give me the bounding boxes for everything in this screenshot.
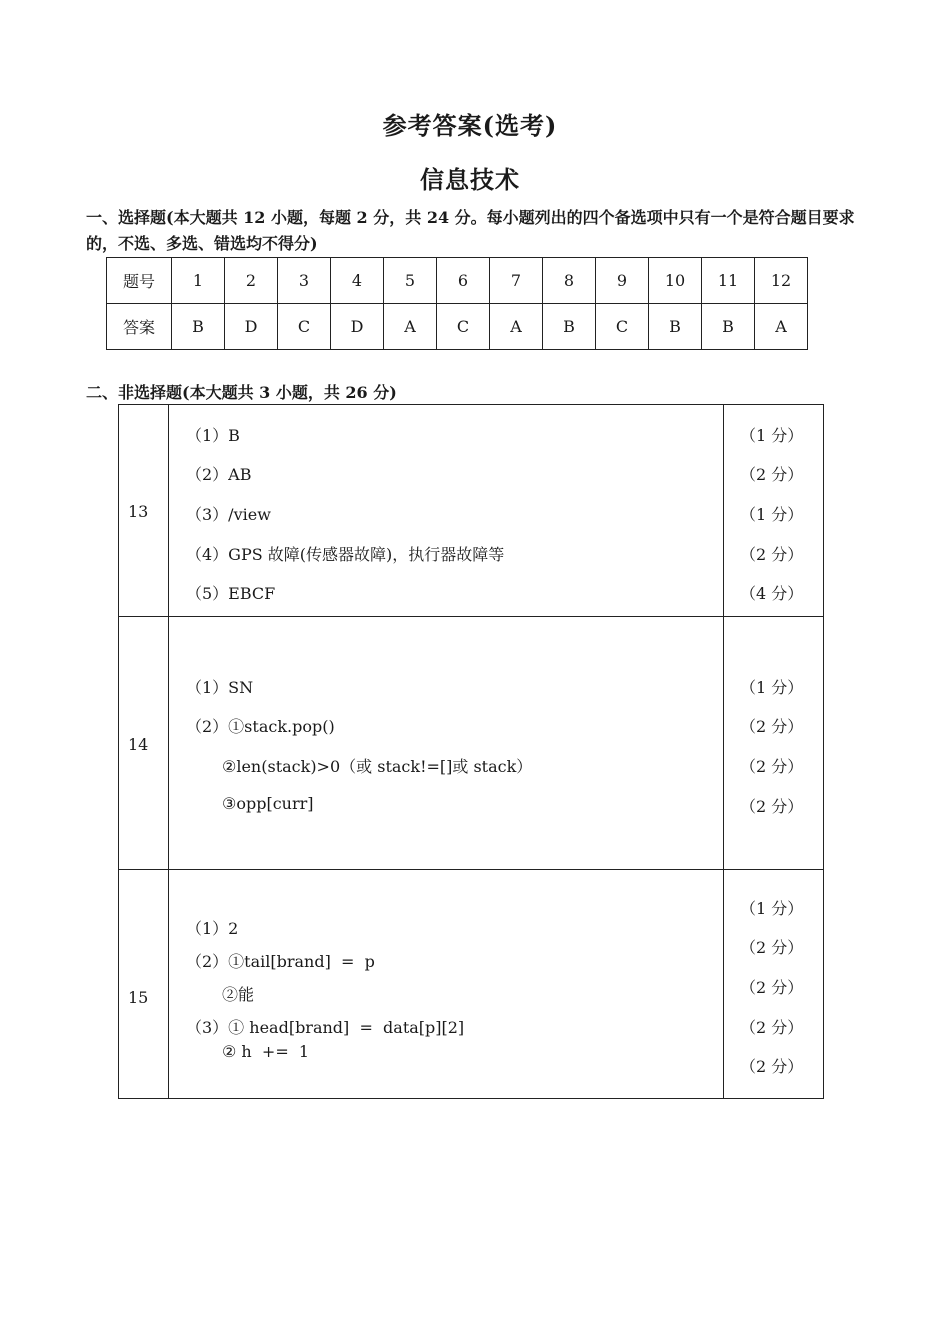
question-number: 5 — [384, 258, 437, 304]
answer-line: （1）SN — [186, 678, 254, 697]
answer-line: （1）B — [186, 426, 240, 445]
answer-cell: B — [543, 304, 596, 350]
answer-line: （3）/view — [186, 505, 271, 524]
question-number-13: 13 — [128, 502, 149, 521]
points-label: （2 分） — [740, 465, 804, 484]
row-label-q: 题号 — [107, 258, 172, 304]
question-number-14: 14 — [128, 735, 149, 754]
answer-line: ② h += 1 — [222, 1042, 310, 1061]
answer-cell: D — [225, 304, 278, 350]
question-number: 7 — [490, 258, 543, 304]
answer-cell: C — [596, 304, 649, 350]
points-label: （2 分） — [740, 1018, 804, 1037]
answer-line: （2）①tail[brand] = p — [186, 952, 375, 971]
points-label: （1 分） — [740, 678, 804, 697]
points-label: （1 分） — [740, 426, 804, 445]
question-number-15: 15 — [128, 988, 149, 1007]
question-number: 3 — [278, 258, 331, 304]
answer-line: （1）2 — [186, 919, 239, 938]
question-number-row — [107, 258, 808, 304]
grid-divider — [723, 404, 724, 1099]
points-label: （2 分） — [740, 717, 804, 736]
points-label: （2 分） — [740, 1057, 804, 1076]
question-number: 2 — [225, 258, 278, 304]
points-label: （4 分） — [740, 584, 804, 603]
row-label-a: 答案 — [107, 304, 172, 350]
answer-cell: A — [384, 304, 437, 350]
points-label: （1 分） — [740, 505, 804, 524]
points-label: （2 分） — [740, 757, 804, 776]
answer-cell: B — [172, 304, 225, 350]
answer-cell: C — [437, 304, 490, 350]
answer-line: （2）AB — [186, 465, 252, 484]
points-label: （2 分） — [740, 938, 804, 957]
answer-line: ②能 — [222, 985, 255, 1004]
answer-cell: A — [755, 304, 808, 350]
question-number: 12 — [755, 258, 808, 304]
points-label: （1 分） — [740, 899, 804, 918]
section1-heading: 一、选择题(本大题共 12 小题，每题 2 分，共 24 分。每小题列出的四个备选项中只有一个是符合题目要求的，不选、多选、错选均不得分) — [86, 208, 855, 253]
answer-line: ③opp[curr] — [222, 794, 314, 813]
answer-cell: B — [702, 304, 755, 350]
answer-line: （4）GPS 故障(传感器故障)，执行器故障等 — [186, 545, 505, 564]
points-label: （2 分） — [740, 797, 804, 816]
answer-cell: A — [490, 304, 543, 350]
page-title: 参考答案(选考) — [382, 111, 558, 140]
answer-cell: C — [278, 304, 331, 350]
grid-divider — [168, 404, 169, 1099]
grid-divider — [118, 616, 824, 617]
answer-line: （5）EBCF — [186, 584, 276, 603]
answer-line: （3）① head[brand] = data[p][2] — [186, 1018, 465, 1037]
points-label: （2 分） — [740, 978, 804, 997]
answer-row — [107, 304, 808, 350]
question-number: 6 — [437, 258, 490, 304]
answer-cell: D — [331, 304, 384, 350]
question-number: 11 — [702, 258, 755, 304]
question-number: 4 — [331, 258, 384, 304]
answer-line: ②len(stack)>0（或 stack!=[]或 stack） — [222, 757, 533, 776]
grid-divider — [118, 869, 824, 870]
answer-line: （2）①stack.pop() — [186, 717, 335, 736]
question-number: 1 — [172, 258, 225, 304]
section2-heading: 二、非选择题(本大题共 3 小题，共 26 分) — [86, 383, 397, 402]
question-number: 8 — [543, 258, 596, 304]
question-number: 9 — [596, 258, 649, 304]
subject-title: 信息技术 — [420, 165, 520, 194]
answer-cell: B — [649, 304, 702, 350]
answer-table — [106, 257, 808, 350]
points-label: （2 分） — [740, 545, 804, 564]
question-number: 10 — [649, 258, 702, 304]
